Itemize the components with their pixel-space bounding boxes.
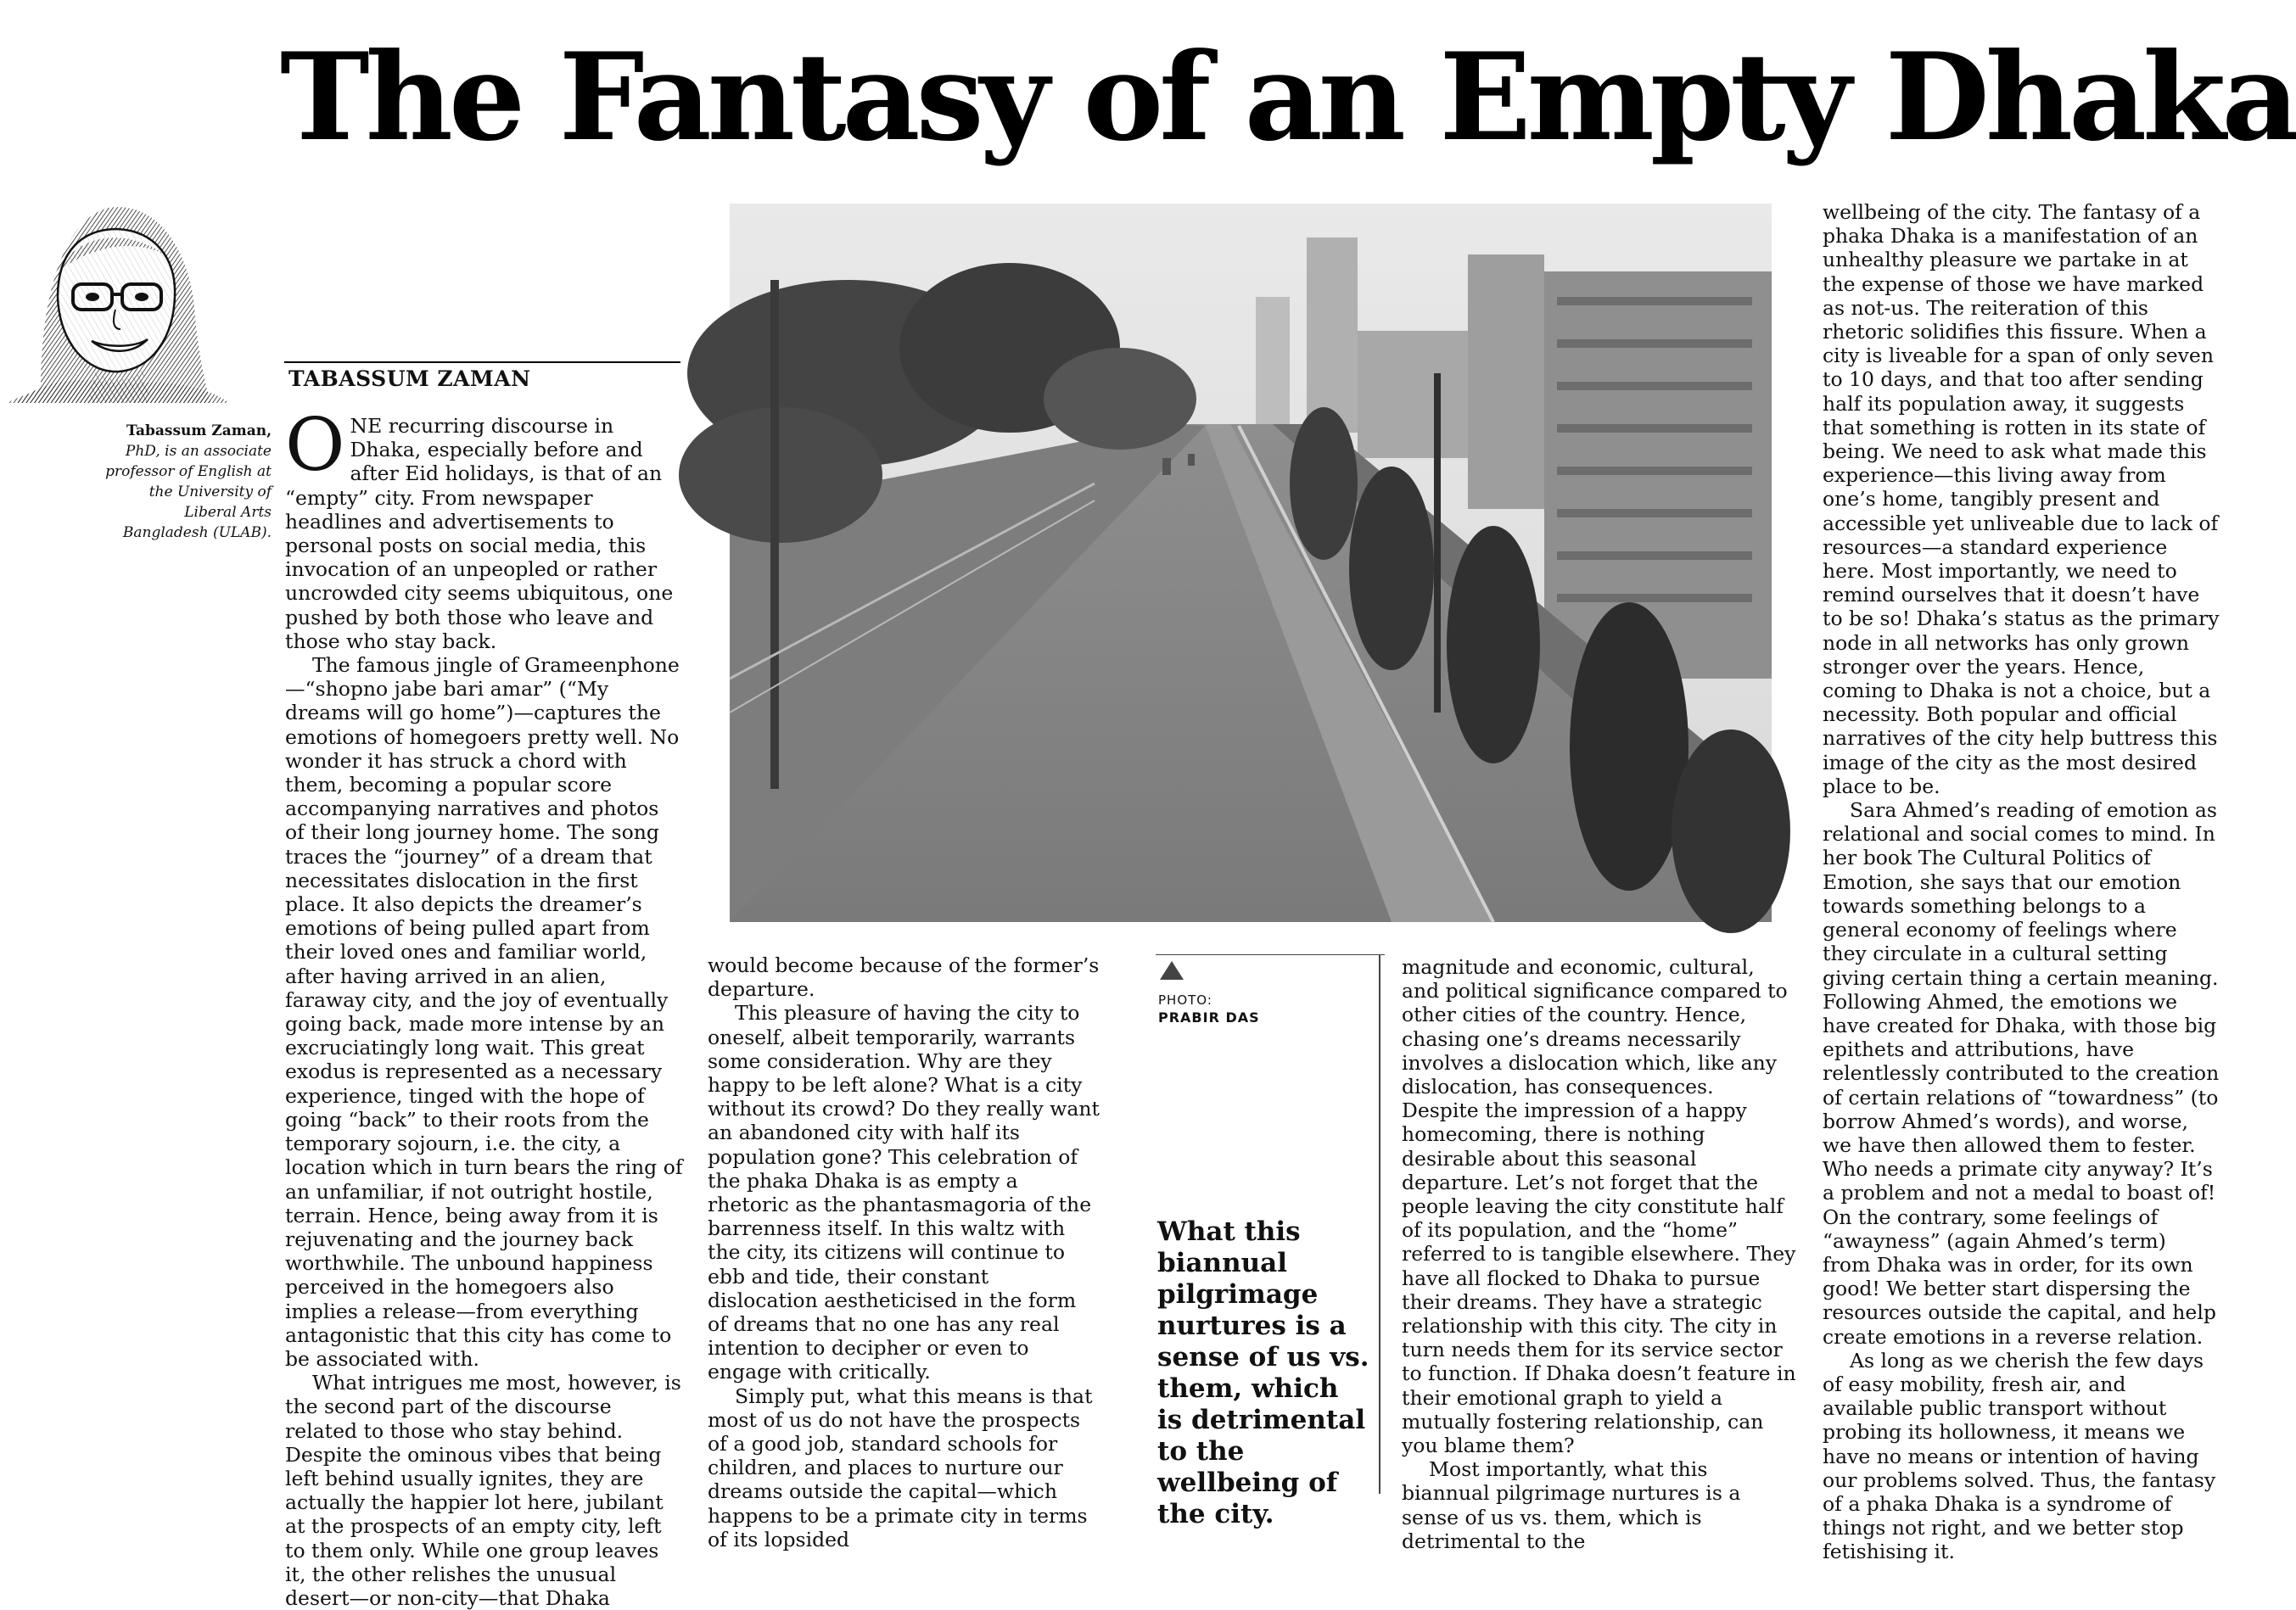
paragraph: The famous jingle of Grameenphone—“shopno jabe bari amar” (“My dreams will go home”)—captures the emotions of homegoers pretty well. No wonder it has struck a chord with them, becoming a popular score accompanying narratives and photos of their long journey home. The song traces the “journey” of a dream that necessitates dislocation in the first place. It also depicts the dreamer’s emotions of being pulled apart from their loved ones and familiar world, after having arrived in an alien, faraway city, and the joy of eventually going back, made more intense by an excruciatingly long wait. This great exodus is represented as a necessary experience, tinged with the hope of going “back” to their roots from the temporary sojourn, i.e. the city, a location which in turn bears the ring of an unfamiliar, if not outright hostile, terrain. Hence, being away from it is rejuvenating and the journey back worthwhile. The unbound happiness perceived in the homegoers also implies a release—from everything antagonistic that this city has come to be associated with. — [285, 653, 683, 1371]
credit-arrow-icon — [1160, 961, 1184, 980]
photo-credit-label: PHOTO: — [1158, 992, 1212, 1008]
article-column-1 — [285, 403, 684, 1610]
column-divider — [1379, 954, 1380, 1494]
paragraph: This pleasure of having the city to oneself, albeit temporarily, warrants some consideration. Why are they happy to be left alone? What is a city without its crowd? Do they really want an abandoned city with half its population gone? This celebration of the phaka Dhaka is as empty a rhetoric as the phantasmagoria of the barrenness itself. In this waltz with the city, its citizens will continue to ebb and tide, their constant dislocation aestheticised in the form of dreams that no one has any real intention to decipher or even to engage with critically. — [708, 1001, 1100, 1384]
paragraph: wellbeing of the city. The fantasy of a phaka Dhaka is a manifestation of an unhealthy pleasure we partake in at the expense of those we have marked as not-us. The reiteration of this rhetoric solidifies this fissure. When a city is liveable for a span of only seven to 10 days, and that too after sending half its population away, it suggests that something is rotten in its state of being. We need to ask what made this experience—this living away from one’s home, tangibly present and accessible yet unliveable due to lack of resources—a standard experience here. Most importantly, we need to remind ourselves that it doesn’t have to be so! Dhaka’s status as the primary node in all networks has only grown stronger over the years. Hence, coming to Dhaka is not a choice, but a necessity. Both popular and official narratives of the city help buttress this image of the city as the most desired place to be. — [1823, 200, 2220, 798]
author-portrait — [7, 170, 236, 403]
article-column-4 — [1823, 200, 2220, 1564]
street-photo — [730, 204, 1772, 922]
article-column-2 — [708, 953, 1101, 1551]
bio-description: PhD, is an associate professor of English at the University of Liberal Arts Bangladesh (ULAB). — [105, 443, 272, 541]
paragraph: Most importantly, what this biannual pilgrimage nurtures is a sense of us vs. them, which is detrimental to the — [1402, 1457, 1741, 1553]
paragraph: As long as we cherish the few days of easy mobility, fresh air, and available public transport without probing its hollowness, it means we have no means or intention of having our problems solved. Thus, the fantasy of a phaka Dhaka is a syndrome of things not right, and we better stop fetishising it. — [1823, 1348, 2216, 1564]
article-column-3 — [1402, 955, 1796, 1553]
paragraph: Sara Ahmed’s reading of emotion as relational and social comes to mind. In her book The Cultural Politics of Emotion, she says that our emotion towards something belongs to a general economy of feelings where they circulate in a cultural setting giving certain thing a certain meaning. Following Ahmed, the emotions we have created for Dhaka, with those big epithets and attributions, have relentlessly contributed to the creation of certain relations of “towardness” (to borrow Ahmed’s words), and worse, we have then allowed them to fester. Who needs a primate city anyway? It’s a problem and not a medal to boast of! On the contrary, some feelings of “awayness” (again Ahmed’s term) from Dhaka was in order, for its own good! We better start dispersing the resources outside the capital, and help create emotions in a reverse relation. — [1823, 798, 2220, 1349]
paragraph: What intrigues me most, however, is the second part of the discourse related to those who stay behind. Despite the ominous vibes that being left behind usually ignites, they are actually the happier lot here, jubilant at the prospects of an empty city, left to them only. While one group leaves it, the other relishes the unusual desert—or non-city—that Dhaka — [285, 1371, 681, 1610]
pull-quote: What this biannual pilgrimage nurtures is a sense of us vs. them, which is detrimental to the wellbeing of the city. — [1157, 1216, 1369, 1529]
byline-rule — [284, 361, 680, 363]
bio-name: Tabassum Zaman, — [126, 422, 272, 439]
headline: The Fantasy of an Empty Dhaka — [280, 27, 2296, 168]
credit-rule — [1156, 954, 1385, 955]
paragraph — [285, 403, 684, 653]
paragraph-text: NE recurring discourse in Dhaka, especially before and after Eid holidays, is that of an “empty” city. From newspaper headlines and advertisements to personal posts on social media, this invocation of an unpeopled or rather uncrowded city seems ubiquitous, one pushed by both those who leave and those who stay back. — [285, 414, 674, 653]
paragraph: magnitude and economic, cultural, and political significance compared to other cities of the country. Hence, chasing one’s dreams necessarily involves a dislocation which, like any dislocation, has consequences. Despite the impression of a happy homecoming, there is nothing desirable about this seasonal departure. Let’s not forget that the people leaving the city constitute half of its population, and the “home” referred to is tangible elsewhere. They have all flocked to Dhaka to pursue their dreams. They have a strategic relationship with this city. The city in turn needs them for its service sector to function. If Dhaka doesn’t feature in their emotional graph to yield a mutually fostering relationship, can you blame them? — [1402, 955, 1796, 1458]
author-bio — [102, 421, 272, 543]
photo-credit-name: PRABIR DAS — [1158, 1009, 1260, 1026]
paragraph: Simply put, what this means is that most of us do not have the prospects of a good job, standard schools for children, and places to nurture our dreams outside the capital—which happens to be a primate city in terms of its lopsided — [708, 1384, 1093, 1551]
drop-cap: O — [285, 403, 345, 488]
paragraph: would become because of the former’s departure. — [708, 953, 1100, 1002]
byline: TABASSUM ZAMAN — [288, 366, 531, 391]
